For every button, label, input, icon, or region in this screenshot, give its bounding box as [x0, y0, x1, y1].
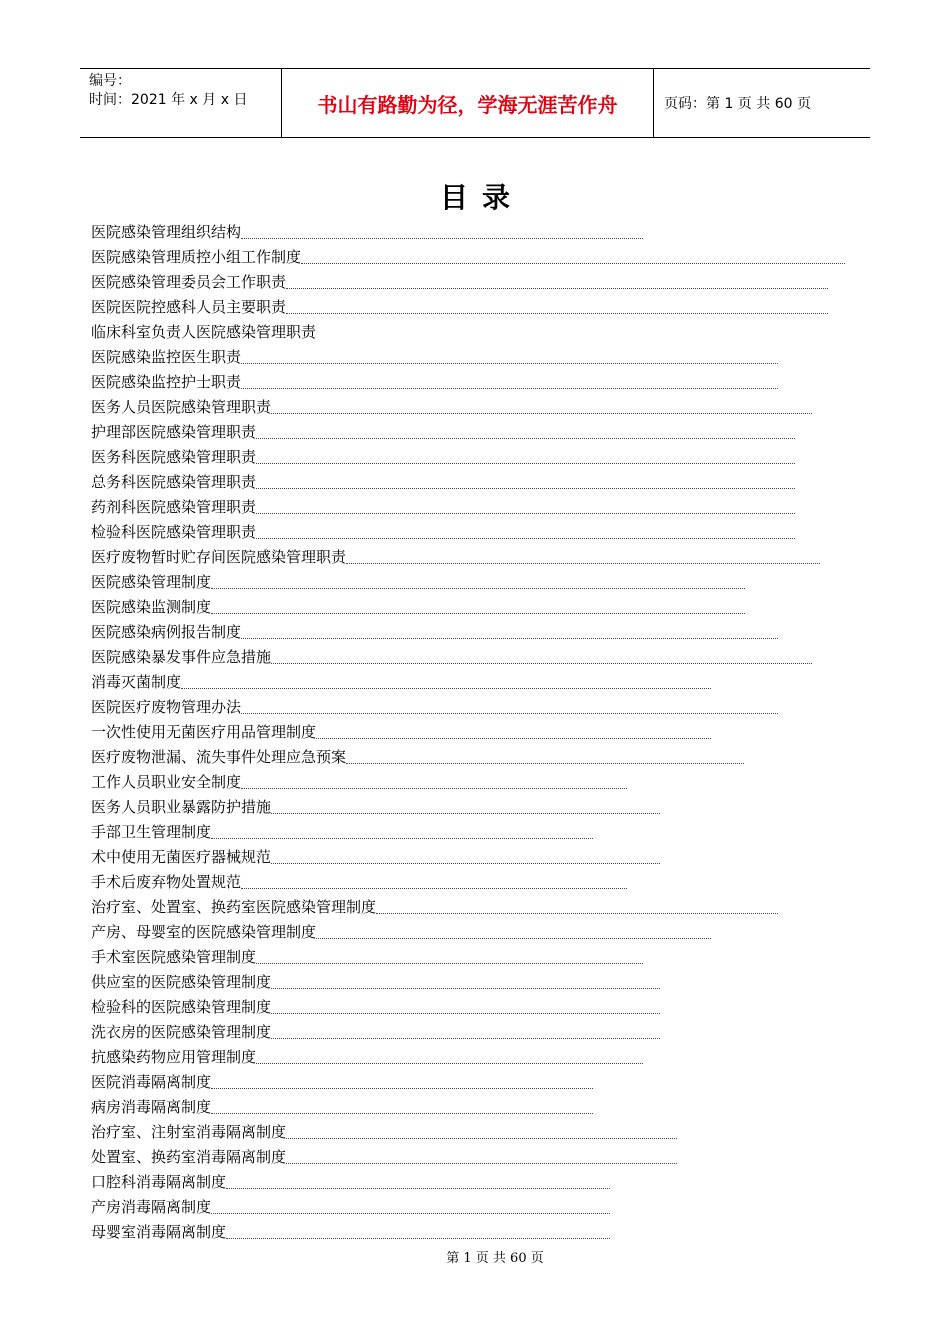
toc-dot-leader [211, 1113, 593, 1114]
toc-entry-title: 消毒灭菌制度 [91, 673, 182, 691]
toc-entry-title: 病房消毒隔离制度 [91, 1098, 212, 1116]
toc-entry-title: 医院感染监控医生职责 [91, 348, 242, 366]
toc-dot-leader [241, 788, 627, 789]
toc-entry[interactable] [91, 1018, 845, 1043]
toc-entry[interactable] [91, 443, 845, 468]
toc-entry-title: 医院感染监测制度 [91, 598, 212, 616]
toc-dot-leader [211, 1088, 593, 1089]
toc-entry[interactable] [91, 868, 845, 893]
toc-entry[interactable] [91, 243, 845, 268]
toc-dot-leader [211, 838, 593, 839]
toc-dot-leader [256, 438, 795, 439]
toc-entry-title: 总务科医院感染管理职责 [91, 473, 257, 491]
toc-entry[interactable] [91, 468, 845, 493]
toc-dot-leader [181, 688, 711, 689]
toc-entry[interactable] [91, 318, 845, 343]
toc-dot-leader [286, 313, 828, 314]
toc-entry[interactable] [91, 793, 845, 818]
toc-entry[interactable] [91, 1093, 845, 1118]
toc-entry-title: 医院医疗废物管理办法 [91, 698, 242, 716]
toc-entry-title: 一次性使用无菌医疗用品管理制度 [91, 723, 317, 741]
toc-entry[interactable] [91, 943, 845, 968]
toc-dot-leader [271, 813, 660, 814]
toc-entry[interactable] [91, 1043, 845, 1068]
toc-dot-leader [271, 413, 812, 414]
toc-entry-title: 治疗室、处置室、换药室医院感染管理制度 [91, 898, 377, 916]
toc-entry[interactable] [91, 893, 845, 918]
toc-entry[interactable] [91, 368, 845, 393]
toc-dot-leader [211, 1213, 610, 1214]
toc-entry-title: 治疗室、注射室消毒隔离制度 [91, 1123, 287, 1141]
toc-entry[interactable] [91, 543, 845, 568]
toc-dot-leader [241, 888, 627, 889]
toc-entry[interactable] [91, 1118, 845, 1143]
toc-entry[interactable] [91, 818, 845, 843]
toc-entry-title: 医院感染病例报告制度 [91, 623, 242, 641]
toc-entry[interactable] [91, 668, 845, 693]
toc-entry-title: 医院消毒隔离制度 [91, 1073, 212, 1091]
toc-entry-title: 医疗废物暂时贮存间医院感染管理职责 [91, 548, 347, 566]
toc-entry-title: 口腔科消毒隔离制度 [91, 1173, 227, 1191]
toc-entry-title: 手术室医院感染管理制度 [91, 948, 257, 966]
page-header [80, 68, 870, 138]
toc-entry[interactable] [91, 418, 845, 443]
toc-dot-leader [271, 988, 660, 989]
toc-dot-leader [376, 913, 778, 914]
toc-dot-leader [256, 463, 795, 464]
toc-dot-leader [256, 488, 795, 489]
toc-dot-leader [271, 863, 660, 864]
toc-entry[interactable] [91, 993, 845, 1018]
header-motto: 书山有路勤为径，学海无涯苦作舟 [317, 92, 618, 117]
toc-entry-title: 抗感染药物应用管理制度 [91, 1048, 257, 1066]
toc-entry[interactable] [91, 643, 845, 668]
toc-dot-leader [286, 288, 828, 289]
toc-entry[interactable] [91, 918, 845, 943]
header-page-info: 页码：第 1 页 共 60 页 [664, 96, 811, 112]
toc-entry[interactable] [91, 1193, 845, 1218]
toc-entry-title: 检验科医院感染管理职责 [91, 523, 257, 541]
toc-entry-title: 洗衣房的医院感染管理制度 [91, 1023, 272, 1041]
toc-dot-leader [271, 663, 812, 664]
toc-dot-leader [316, 738, 711, 739]
toc-entry-title: 医院感染管理委员会工作职责 [91, 273, 287, 291]
toc-entry-title: 医院感染暴发事件应急措施 [91, 648, 272, 666]
toc-entry[interactable] [91, 593, 845, 618]
header-left-cell [80, 69, 282, 137]
toc-entry-title: 医院医院控感科人员主要职责 [91, 298, 287, 316]
toc-dot-leader [241, 638, 778, 639]
toc-entry-title: 产房、母婴室的医院感染管理制度 [91, 923, 317, 941]
toc-entry[interactable] [91, 718, 845, 743]
toc-entry-title: 药剂科医院感染管理职责 [91, 498, 257, 516]
toc-entry[interactable] [91, 1068, 845, 1093]
toc-entry[interactable] [91, 618, 845, 643]
toc-dot-leader [346, 763, 744, 764]
toc-dot-leader [256, 1063, 643, 1064]
toc-dot-leader [241, 238, 643, 239]
page-footer: 第 1 页 共 60 页 [446, 1251, 544, 1266]
toc-entry-title: 供应室的医院感染管理制度 [91, 973, 272, 991]
toc-entry-title: 母婴室消毒隔离制度 [91, 1223, 227, 1241]
toc-entry-title: 医务人员医院感染管理职责 [91, 398, 272, 416]
toc-entry[interactable] [91, 1143, 845, 1168]
toc-dot-leader [256, 513, 795, 514]
toc-entry[interactable] [91, 968, 845, 993]
toc-dot-leader [226, 1188, 610, 1189]
toc-dot-leader [286, 1138, 677, 1139]
toc-entry[interactable] [91, 768, 845, 793]
toc-entry-title: 医疗废物泄漏、流失事件处理应急预案 [91, 748, 347, 766]
toc-dot-leader [316, 938, 711, 939]
toc-entry-title: 医院感染管理制度 [91, 573, 212, 591]
toc-entry-title: 产房消毒隔离制度 [91, 1198, 212, 1216]
toc-entry-title: 医务人员职业暴露防护措施 [91, 798, 272, 816]
toc-entry[interactable] [91, 493, 845, 518]
toc-dot-leader [211, 588, 745, 589]
toc-dot-leader [286, 1163, 677, 1164]
toc-entry[interactable] [91, 693, 845, 718]
toc-entry[interactable] [91, 268, 845, 293]
toc-entry[interactable] [91, 1168, 845, 1193]
document-time-label: 时间：2021 年 x 月 x 日 [89, 92, 248, 108]
toc-dot-leader [226, 1238, 610, 1239]
toc-entry-title: 医院感染管理质控小组工作制度 [91, 248, 302, 266]
toc-entry-title: 临床科室负责人医院感染管理职责 [91, 323, 317, 341]
toc-entry-title: 检验科的医院感染管理制度 [91, 998, 272, 1016]
page-title: 目录 [439, 181, 524, 214]
toc-entry-title: 护理部医院感染管理职责 [91, 423, 257, 441]
toc-entry-title: 术中使用无菌医疗器械规范 [91, 848, 272, 866]
toc-dot-leader [256, 538, 795, 539]
toc-entry[interactable] [91, 343, 845, 368]
toc-entry-title: 医务科医院感染管理职责 [91, 448, 257, 466]
toc-entry[interactable] [91, 393, 845, 418]
toc-entry[interactable] [91, 518, 845, 543]
toc-dot-leader [241, 713, 778, 714]
toc-entry[interactable] [91, 843, 845, 868]
toc-entry[interactable] [91, 1218, 845, 1243]
toc-dot-leader [301, 263, 845, 264]
toc-entry[interactable] [91, 293, 845, 318]
toc-dot-leader [346, 563, 820, 564]
toc-entry-title: 手术后废弃物处置规范 [91, 873, 242, 891]
document-number-label: 编号： [89, 73, 131, 89]
toc-entry-title: 处置室、换药室消毒隔离制度 [91, 1148, 287, 1166]
toc-dot-leader [241, 363, 778, 364]
toc-dot-leader [241, 388, 778, 389]
toc-entry-title: 手部卫生管理制度 [91, 823, 212, 841]
toc-dot-leader [256, 963, 643, 964]
toc-dot-leader [271, 1038, 660, 1039]
table-of-contents [91, 218, 845, 1243]
toc-dot-leader [271, 1013, 660, 1014]
toc-entry[interactable] [91, 568, 845, 593]
toc-entry[interactable] [91, 218, 845, 243]
toc-dot-leader [211, 613, 745, 614]
toc-entry-title: 医院感染监控护士职责 [91, 373, 242, 391]
toc-entry-title: 医院感染管理组织结构 [91, 223, 242, 241]
header-motto-cell [282, 69, 654, 137]
toc-entry[interactable] [91, 743, 845, 768]
toc-entry-title: 工作人员职业安全制度 [91, 773, 242, 791]
